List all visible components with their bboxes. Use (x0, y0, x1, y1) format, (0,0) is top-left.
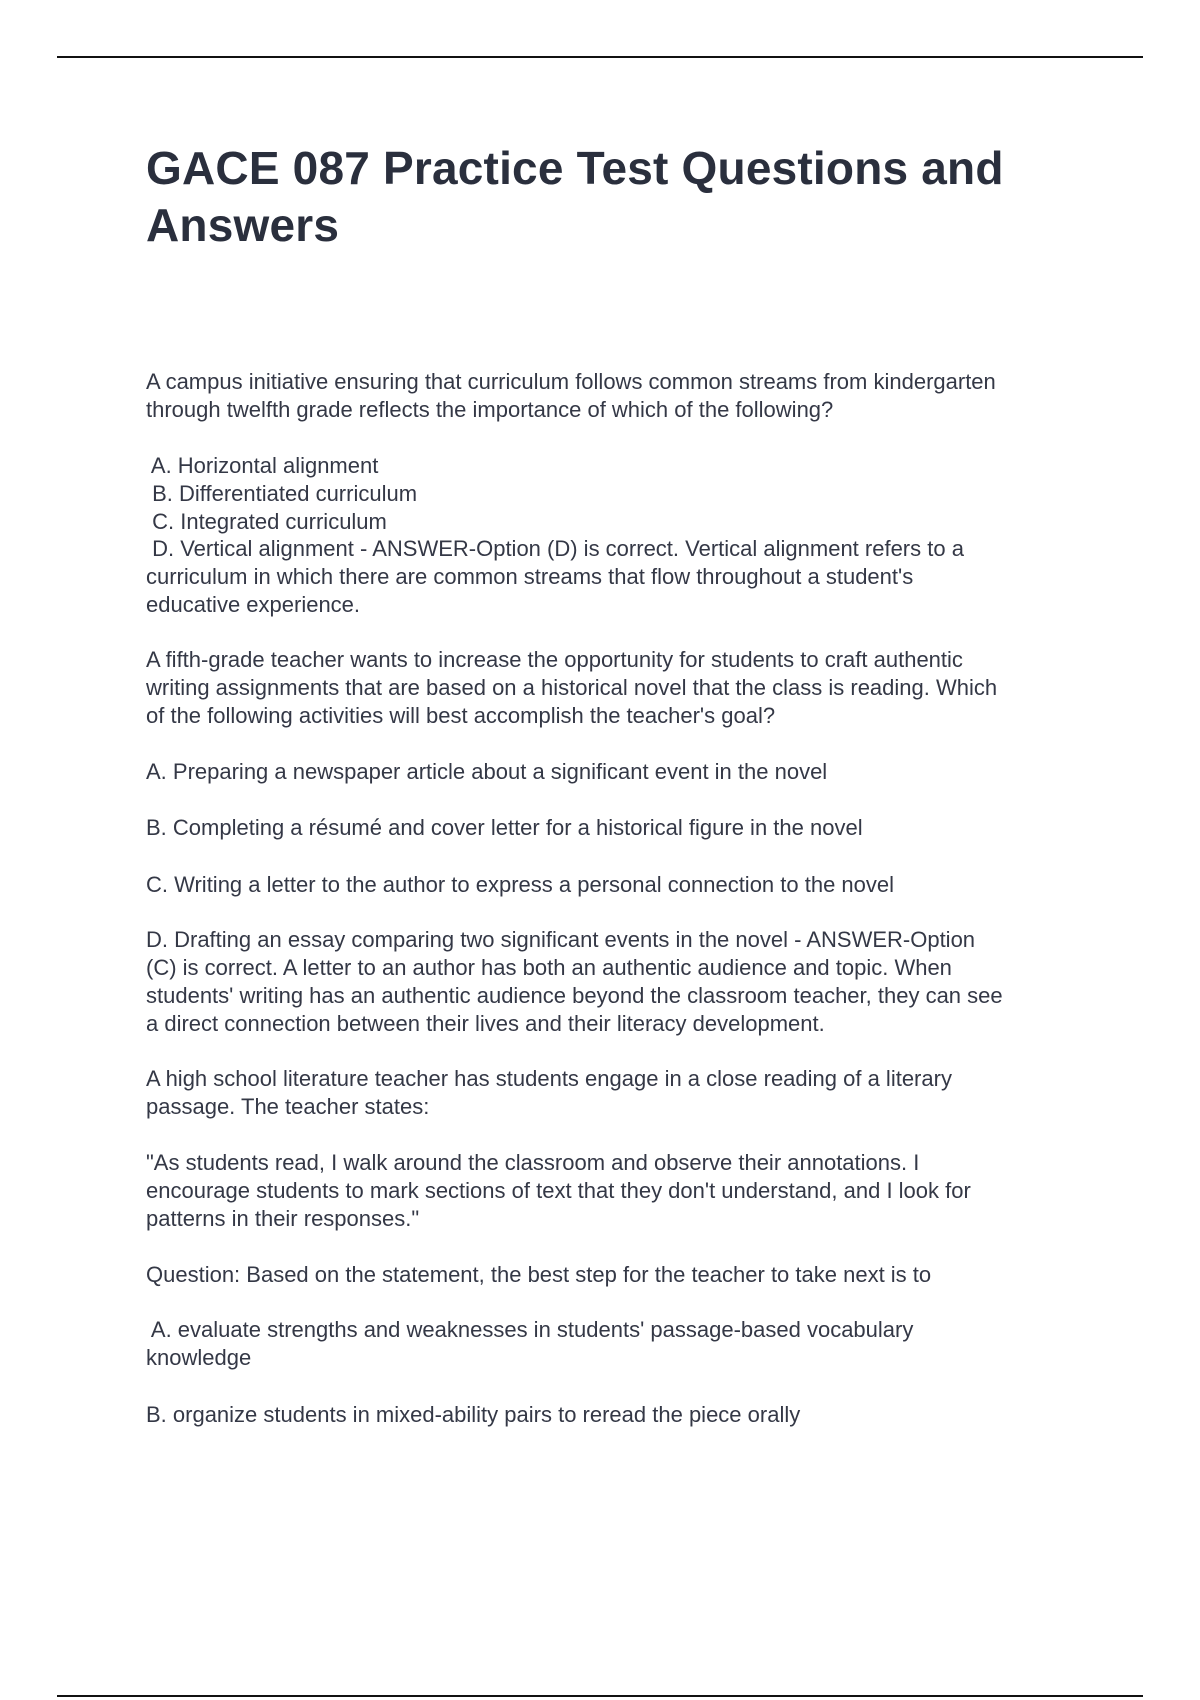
option-line: A. Preparing a newspaper article about a significant event in the novel (146, 759, 828, 784)
option-line: B. Completing a résumé and cover letter for a historical figure in the novel (146, 815, 863, 840)
text-line: A high school literature teacher has students engage in a close reading of a literary (146, 1066, 952, 1091)
option-line: D. Vertical alignment - ANSWER-Option (D) is correct. Vertical alignment refers to a (146, 536, 964, 562)
quote-line: "As students read, I walk around the classroom and observe their annotations. I (146, 1150, 920, 1175)
option-line: educative experience. (146, 591, 361, 617)
option-line: B. Differentiated curriculum (146, 480, 418, 506)
bottom-rule (57, 1695, 1143, 1697)
question-3-stem (146, 1065, 1096, 1121)
question-2-option-c (146, 871, 1096, 899)
question-3-question (146, 1261, 1096, 1289)
option-line: A. Horizontal alignment (146, 453, 379, 478)
text-line: A fifth-grade teacher wants to increase the opportunity for students to craft authentic (146, 647, 963, 672)
text-line: through twelfth grade reflects the importance of which of the following? (146, 397, 834, 422)
option-line: C. Writing a letter to the author to express a personal connection to the novel (146, 872, 895, 897)
text-line: A campus initiative ensuring that curriculum follows common streams from kindergarten (146, 369, 996, 394)
question-3-quote (146, 1149, 1096, 1233)
question-2-option-b (146, 814, 1096, 842)
question-2-option-a (146, 758, 1096, 786)
quote-line: encourage students to mark sections of text that they don't understand, and I look for (146, 1178, 971, 1203)
option-line: students' writing has an authentic audience beyond the classroom teacher, they can see (146, 983, 1003, 1008)
question-1-stem (146, 368, 1096, 424)
question-3-option-b (146, 1401, 1096, 1429)
text-line: passage. The teacher states: (146, 1094, 430, 1119)
option-line: B. organize students in mixed-ability pairs to reread the piece orally (146, 1402, 801, 1427)
text-line: of the following activities will best accomplish the teacher's goal? (146, 703, 776, 728)
quote-line: patterns in their responses." (146, 1206, 420, 1231)
text-line: writing assignments that are based on a historical novel that the class is reading. Which (146, 675, 998, 700)
option-line: (C) is correct. A letter to an author has both an authentic audience and topic. When (146, 955, 952, 980)
title-line: GACE 087 Practice Test Questions and (146, 142, 1004, 194)
option-line: curriculum in which there are common streams that flow throughout a student's (146, 564, 914, 590)
question-2-stem (146, 646, 1096, 730)
document-title (146, 140, 1096, 254)
question-1-options (146, 452, 1096, 619)
question-2-option-d (146, 926, 1096, 1038)
title-line: Answers (146, 199, 340, 251)
option-line: D. Drafting an essay comparing two significant events in the novel - ANSWER-Option (146, 927, 976, 952)
option-line: A. evaluate strengths and weaknesses in students' passage-based vocabulary (146, 1317, 914, 1342)
option-line: knowledge (146, 1345, 252, 1370)
top-rule (57, 56, 1143, 58)
option-line: a direct connection between their lives and their literacy development. (146, 1011, 825, 1036)
option-line: C. Integrated curriculum (146, 508, 387, 534)
question-3-option-a (146, 1316, 1096, 1372)
text-line: Question: Based on the statement, the best step for the teacher to take next is to (146, 1262, 932, 1287)
document-header (146, 140, 1096, 254)
